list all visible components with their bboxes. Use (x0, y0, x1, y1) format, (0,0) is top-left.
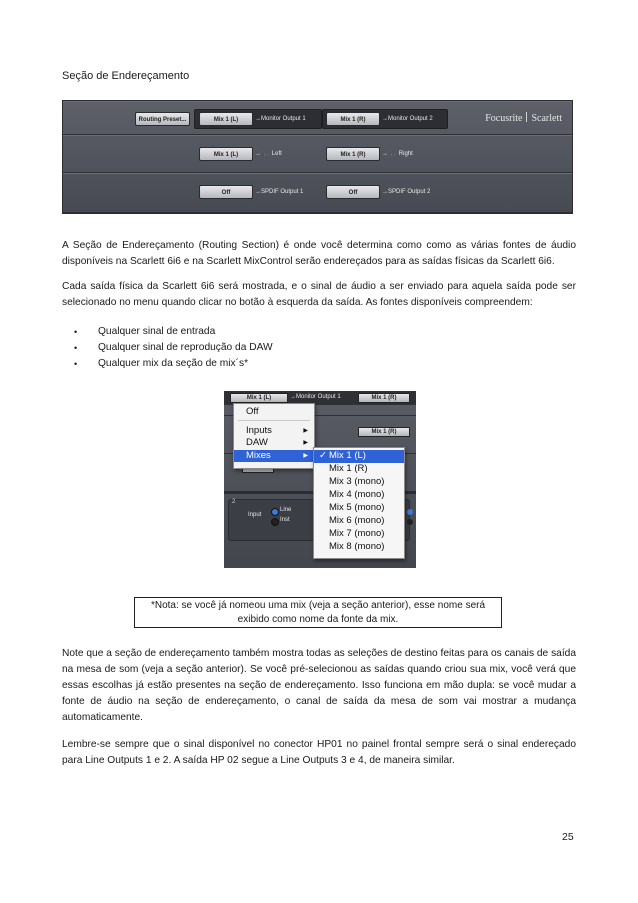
logo-brand: Focusrite (485, 113, 523, 124)
screenshot-dest-label: →Monitor Output 1 (290, 394, 341, 400)
note-box (134, 597, 502, 628)
input-label: Input (248, 512, 262, 518)
submenu-item-mix1r[interactable]: Mix 1 (R) (329, 463, 368, 474)
dest-headphones-right: → 🎧 Right (382, 151, 413, 157)
routing-row-headphones (63, 135, 572, 173)
submenu-item-mix1l[interactable]: ✓ Mix 1 (L) (314, 450, 404, 463)
list-item: • Qualquer sinal de reprodução da DAW (62, 340, 273, 356)
page-number: 25 (562, 831, 574, 843)
routing-row-spdif (63, 173, 572, 213)
logo-product: Scarlett (531, 113, 562, 124)
routing-preset-button[interactable]: Routing Preset... (135, 112, 190, 126)
submenu-arrow-icon: ▶ (303, 428, 308, 434)
dest-headphones-left: → 🎧 Left (255, 151, 282, 157)
checkmark-icon: ✓ (319, 450, 327, 461)
channel-number: 2 (232, 499, 236, 505)
menu-item-inputs[interactable]: Inputs ▶ (246, 425, 308, 436)
source-button-monitor-1[interactable]: Mix 1 (L) (199, 112, 253, 126)
mixes-submenu (313, 447, 405, 559)
screenshot-source-button[interactable]: Mix 1 (L) (230, 393, 288, 403)
inst-radio[interactable] (271, 518, 279, 526)
note-line-2: exibido como nome da fonte da mix. (237, 614, 399, 625)
source-button-spdif-1[interactable]: Off (199, 185, 253, 199)
list-item: • Qualquer sinal de entrada (62, 324, 273, 340)
submenu-item-mix8[interactable]: Mix 8 (mono) (329, 541, 385, 552)
screenshot-source-button-right[interactable]: Mix 1 (R) (358, 393, 410, 403)
source-button-spdif-2[interactable]: Off (326, 185, 380, 199)
line-label: Line (280, 507, 292, 513)
paragraph-remember: Lembre-se sempre que o sinal disponível no conector HP01 no painel frontal sempre será o sinal endereçado para Line Outputs 1 e 2. A saída HP 02 segue a Line Outputs 3 e 4, de maneira similar. (62, 739, 576, 766)
focusrite-scarlett-logo (485, 112, 562, 124)
list-item: • Qualquer mix da seção de mix´s* (62, 356, 273, 372)
section-title: Seção de Endereçamento (62, 70, 190, 82)
dest-spdif-output-2: →SPDIF Output 2 (382, 189, 431, 195)
submenu-arrow-icon: ▶ (303, 440, 308, 446)
menu-item-mixes[interactable]: Mixes ▶ (234, 450, 314, 462)
note-line-1: *Nota: se você já nomeou uma mix (veja a seção anterior), esse nome será (150, 600, 486, 611)
paragraph-note-selection: Note que a seção de endereçamento também mostra todas as seleções de destino feitas para os canais de saída na mesa de som (veja a seção anterior). Se você pré-selecionou as saídas quando criou sua mix, você verá que essas escolhas já estão presentes na seção de endereçamento. Isso funciona em mão dupla: se você mudar a fonte de áudio na seção de endereçamento, o canal de saída da mesa de som vai mostrar a mudança automaticamente. (62, 648, 576, 723)
submenu-item-mix6[interactable]: Mix 6 (mono) (329, 515, 385, 526)
source-button-hp-left[interactable]: Mix 1 (L) (199, 147, 253, 161)
source-popup-menu (233, 403, 315, 469)
routing-panel (62, 100, 573, 214)
paragraph-each-output: Cada saída física da Scarlett 6i6 será mostrada, e o sinal de áudio a ser enviado para aquela saída pode ser selecionado no menu quando clicar no botão à esquerda da saída. As fontes disponíveis compreendem: (62, 281, 576, 308)
submenu-item-mix5[interactable]: Mix 5 (mono) (329, 502, 385, 513)
source-list (62, 324, 273, 372)
submenu-item-mix7[interactable]: Mix 7 (mono) (329, 528, 385, 539)
routing-row-monitor (63, 101, 572, 135)
inst-label: Inst (280, 517, 290, 523)
source-button-hp-right[interactable]: Mix 1 (R) (326, 147, 380, 161)
paragraph-intro: A Seção de Endereçamento (Routing Section) é onde você determina como como as várias fontes de áudio disponíveis na Scarlett 6i6 e na Scarlett MixControl serão endereçados para as saídas físicas da Scarlett 6i6. (62, 240, 576, 267)
dest-monitor-output-2: →Monitor Output 2 (382, 116, 433, 122)
screenshot-mid-button[interactable]: Mix 1 (R) (358, 427, 410, 437)
submenu-item-mix3[interactable]: Mix 3 (mono) (329, 476, 385, 487)
dest-spdif-output-1: →SPDIF Output 1 (255, 189, 304, 195)
line-radio[interactable] (271, 508, 279, 516)
dest-monitor-output-1: →Monitor Output 1 (255, 116, 306, 122)
submenu-arrow-icon: ▶ (303, 453, 308, 459)
source-button-monitor-2[interactable]: Mix 1 (R) (326, 112, 380, 126)
submenu-item-mix4[interactable]: Mix 4 (mono) (329, 489, 385, 500)
menu-item-daw[interactable]: DAW ▶ (246, 437, 308, 448)
menu-item-off[interactable]: Off (246, 406, 259, 417)
